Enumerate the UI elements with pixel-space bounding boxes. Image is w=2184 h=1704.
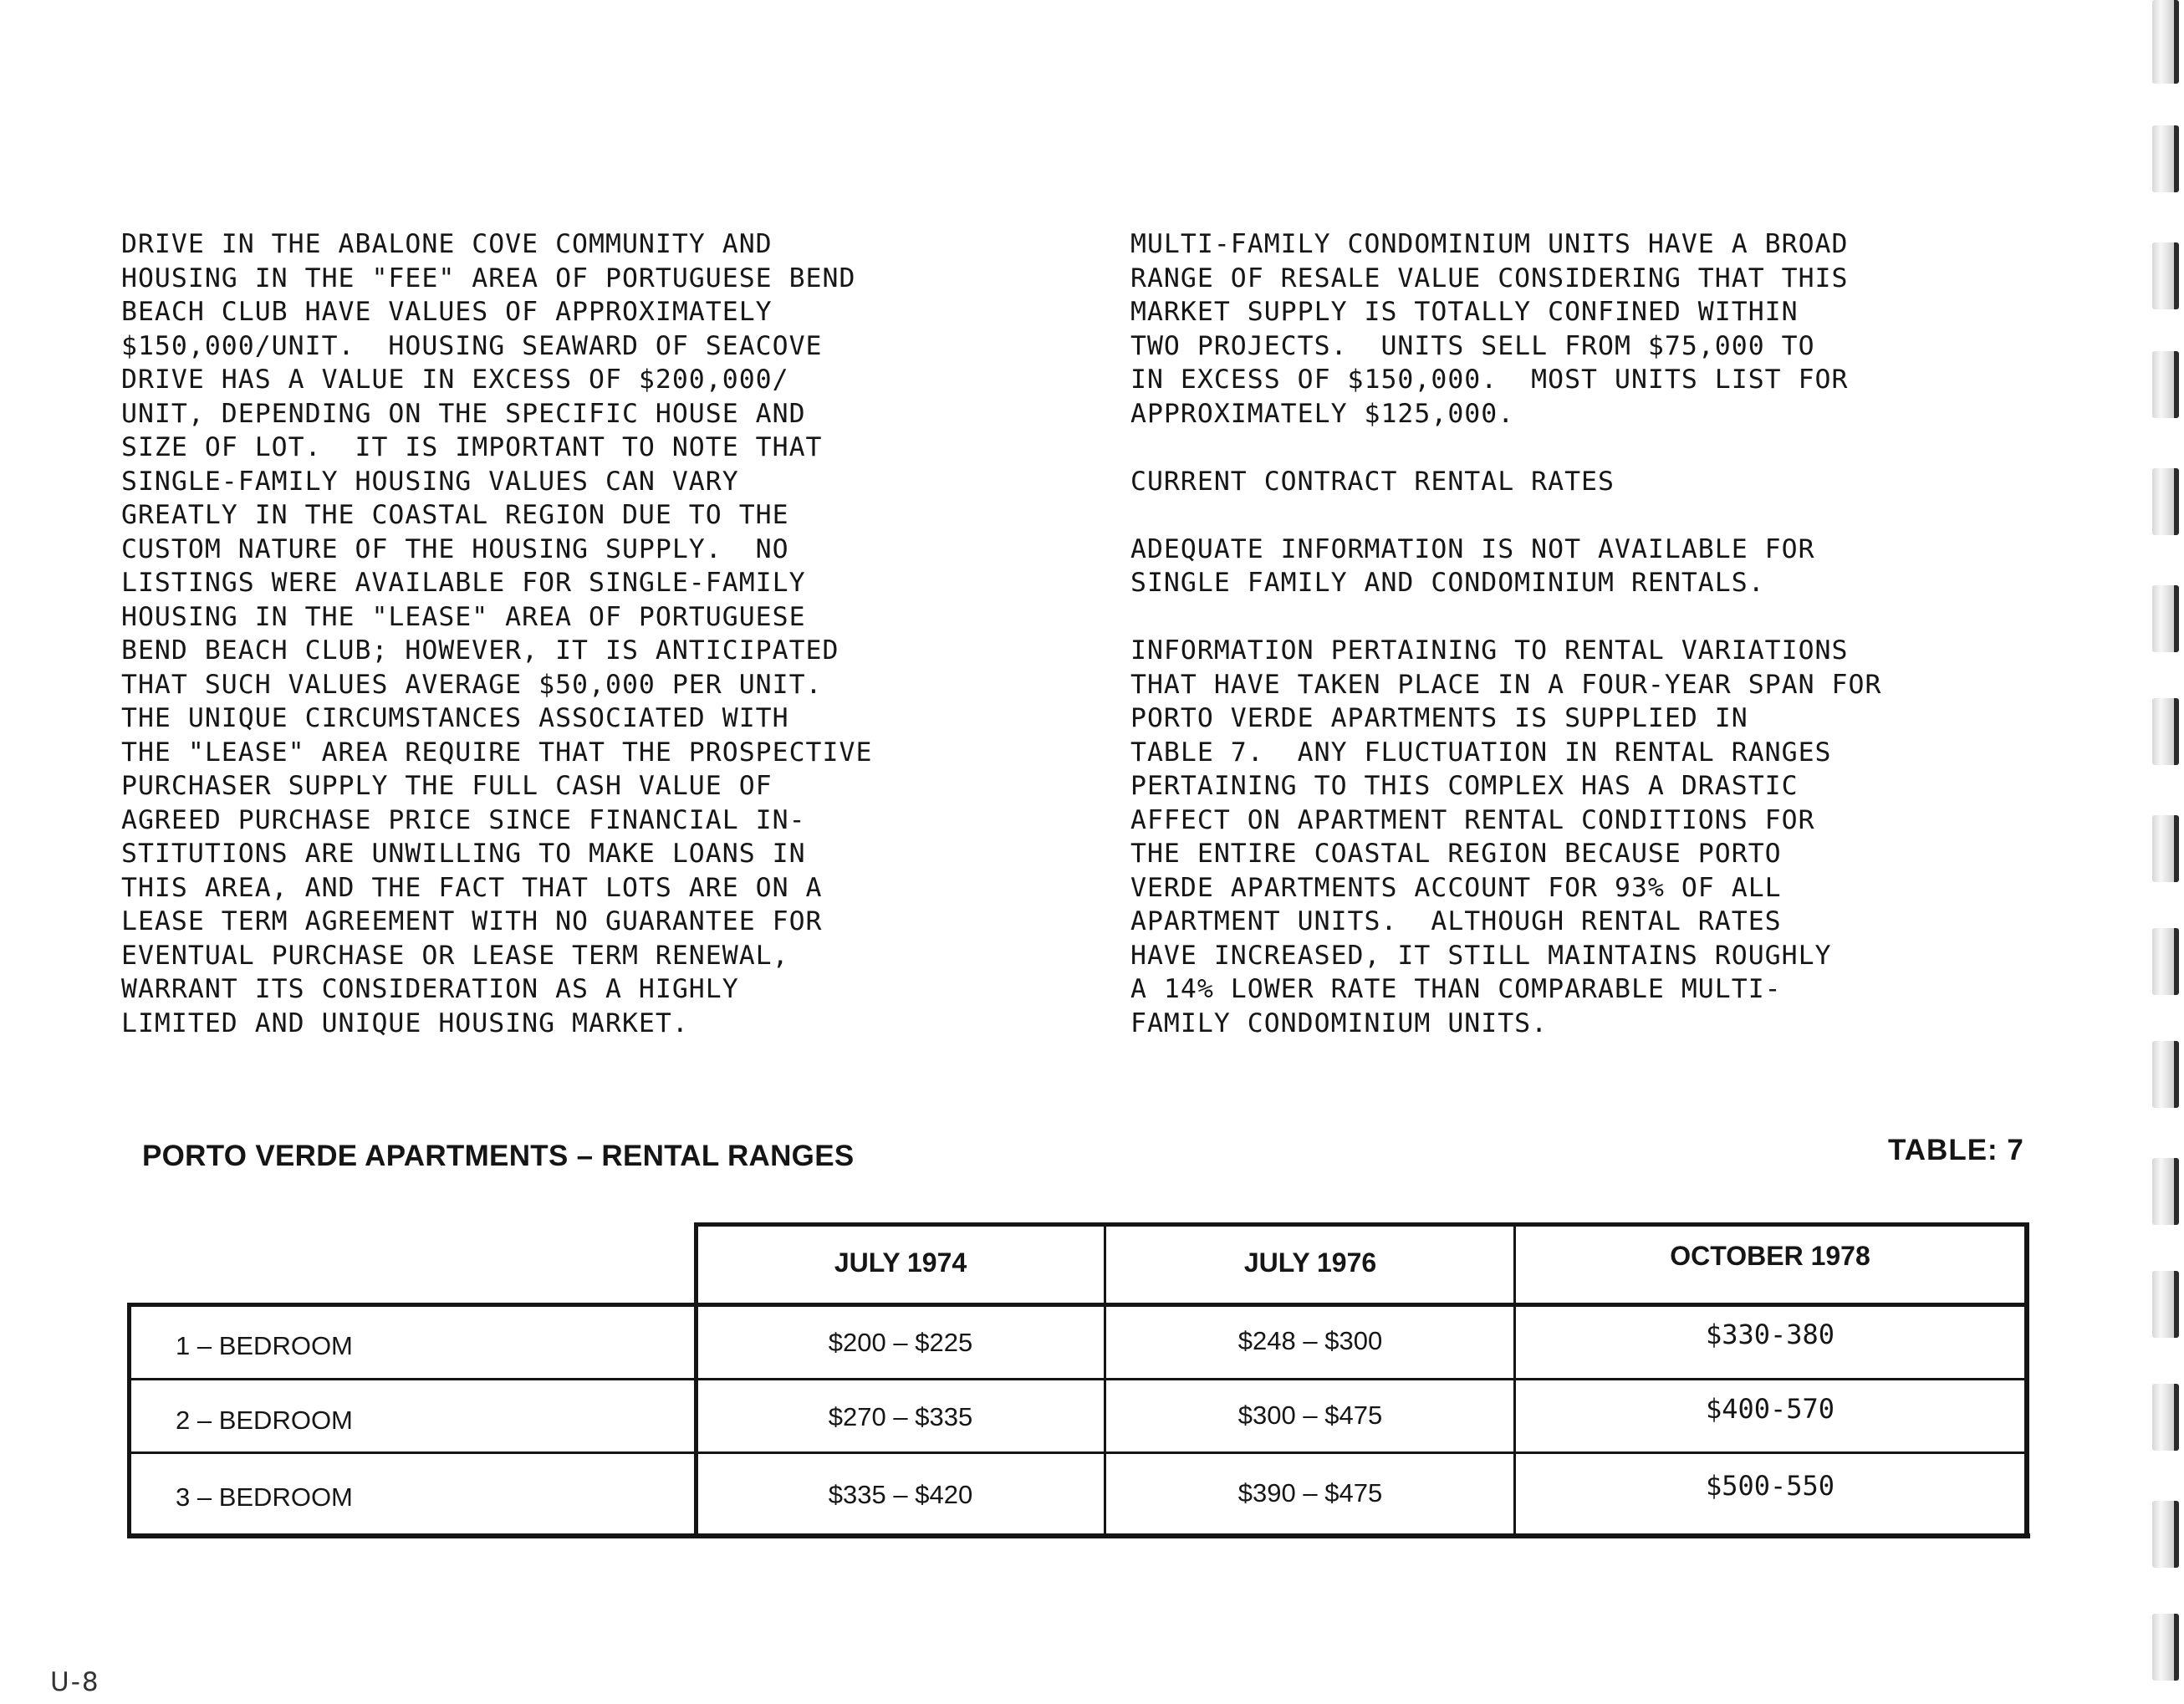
text-line: STITUTIONS ARE UNWILLING TO MAKE LOANS IN <box>121 839 806 869</box>
cell-2br-1974: $270 – $335 <box>828 1402 973 1431</box>
row-label-1-bedroom: 1 – BEDROOM <box>176 1331 353 1360</box>
text-line: HAVE INCREASED, IT STILL MAINTAINS ROUGHLY <box>1130 940 1832 971</box>
text-line: SINGLE-FAMILY HOUSING VALUES CAN VARY <box>121 466 739 497</box>
text-line: THE ENTIRE COASTAL REGION BECAUSE PORTO <box>1130 839 1782 869</box>
text-line: LIMITED AND UNIQUE HOUSING MARKET. <box>121 1008 689 1038</box>
text-line: IN EXCESS OF $150,000. MOST UNITS LIST FOR <box>1130 365 1849 395</box>
binding-ring <box>2152 1384 2179 1451</box>
binding-ring <box>2152 928 2179 995</box>
text-line: PORTO VERDE APARTMENTS IS SUPPLIED IN <box>1130 703 1748 733</box>
text-line: SINGLE FAMILY AND CONDOMINIUM RENTALS. <box>1130 568 1765 598</box>
cell-1br-1976: $248 – $300 <box>1237 1326 1383 1355</box>
table-number: TABLE: 7 <box>1888 1134 2024 1166</box>
text-line: VERDE APARTMENTS ACCOUNT FOR 93% OF ALL <box>1130 872 1782 903</box>
binding-ring <box>2152 1158 2179 1225</box>
text-line: CUSTOM NATURE OF THE HOUSING SUPPLY. NO <box>121 533 789 564</box>
text-line: THE "LEASE" AREA REQUIRE THAT THE PROSPECTIVE <box>121 737 873 768</box>
text-line: AFFECT ON APARTMENT RENTAL CONDITIONS FOR <box>1130 804 1815 835</box>
text-line: LISTINGS WERE AVAILABLE FOR SINGLE-FAMILY <box>121 568 806 598</box>
text-line: BEACH CLUB HAVE VALUES OF APPROXIMATELY <box>121 297 773 327</box>
binding-ring <box>2152 1501 2179 1568</box>
text-line: $150,000/UNIT. HOUSING SEAWARD OF SEACOVE <box>121 330 823 361</box>
text-line: UNIT, DEPENDING ON THE SPECIFIC HOUSE AND <box>121 398 806 429</box>
text-line: DRIVE IN THE ABALONE COVE COMMUNITY AND <box>121 229 773 259</box>
text-line: ADEQUATE INFORMATION IS NOT AVAILABLE FOR <box>1130 533 1815 564</box>
table-row-divider <box>127 1451 2028 1454</box>
section-heading-text: CURRENT CONTRACT RENTAL RATES <box>1130 466 1615 497</box>
binding-ring <box>2152 242 2179 309</box>
header-july-1976: JULY 1976 <box>1243 1247 1377 1278</box>
binding-ring <box>2152 1614 2179 1681</box>
text-line: MARKET SUPPLY IS TOTALLY CONFINED WITHIN <box>1130 297 1799 327</box>
text-line: EVENTUAL PURCHASE OR LEASE TERM RENEWAL, <box>121 940 789 971</box>
row-label-2-bedroom: 2 – BEDROOM <box>176 1406 353 1435</box>
text-line: DRIVE HAS A VALUE IN EXCESS OF $200,000/ <box>121 365 789 395</box>
rental-ranges-table <box>127 1222 2029 1540</box>
text-line: APARTMENT UNITS. ALTHOUGH RENTAL RATES <box>1130 906 1782 936</box>
table-title: PORTO VERDE APARTMENTS – RENTAL RANGES <box>142 1140 855 1172</box>
binding-ring <box>2152 1041 2179 1108</box>
cell-1br-1974: $200 – $225 <box>828 1328 973 1357</box>
table-row-divider <box>127 1378 2028 1380</box>
text-line: APPROXIMATELY $125,000. <box>1130 398 1515 429</box>
text-line: RANGE OF RESALE VALUE CONSIDERING THAT THIS <box>1130 263 1849 293</box>
text-line: A 14% LOWER RATE THAN COMPARABLE MULTI- <box>1130 974 1782 1004</box>
row-label-3-bedroom: 3 – BEDROOM <box>176 1482 353 1512</box>
text-line: INFORMATION PERTAINING TO RENTAL VARIATIONS <box>1130 635 1849 666</box>
text-line: HOUSING IN THE "FEE" AREA OF PORTUGUESE BEND <box>121 263 856 293</box>
table-left-border <box>127 1303 131 1538</box>
table-column-divider <box>1513 1222 1516 1538</box>
binding-ring <box>2152 698 2179 765</box>
text-line: TWO PROJECTS. UNITS SELL FROM $75,000 TO <box>1130 330 1815 361</box>
section-heading <box>1130 465 2084 499</box>
cell-3br-1976: $390 – $475 <box>1237 1478 1383 1508</box>
text-line: TABLE 7. ANY FLUCTUATION IN RENTAL RANGES <box>1130 737 1832 768</box>
cell-1br-1978: $330-380 <box>1705 1319 1835 1350</box>
page-number: U-8 <box>50 1667 100 1697</box>
binding-ring <box>2152 468 2179 535</box>
text-line: FAMILY CONDOMINIUM UNITS. <box>1130 1008 1549 1038</box>
table-right-border <box>2024 1222 2029 1538</box>
condominium-paragraph <box>1130 227 2084 431</box>
text-line: SIZE OF LOT. IT IS IMPORTANT TO NOTE THAT <box>121 432 823 462</box>
text-line: BEND BEACH CLUB; HOWEVER, IT IS ANTICIPATED <box>121 635 839 666</box>
rental-variations-paragraph <box>1130 634 2084 1040</box>
binding-ring <box>2152 351 2179 418</box>
text-line: PURCHASER SUPPLY THE FULL CASH VALUE OF <box>121 771 773 801</box>
right-column-text <box>1130 227 2084 1074</box>
binding-ring <box>2152 125 2179 192</box>
text-line: THAT HAVE TAKEN PLACE IN A FOUR-YEAR SPAN FOR <box>1130 669 1882 700</box>
text-line: LEASE TERM AGREEMENT WITH NO GUARANTEE FOR <box>121 906 823 936</box>
table-header-border <box>127 1303 2028 1307</box>
binding-ring <box>2152 585 2179 652</box>
rental-availability-paragraph <box>1130 533 2084 600</box>
header-october-1978: OCTOBER 1978 <box>1670 1240 1870 1271</box>
left-column-text <box>121 227 1074 1040</box>
cell-2br-1978: $400-570 <box>1705 1393 1835 1425</box>
text-line: GREATLY IN THE COASTAL REGION DUE TO THE <box>121 500 789 530</box>
text-line: AGREED PURCHASE PRICE SINCE FINANCIAL IN- <box>121 804 806 835</box>
table-column-divider <box>1104 1222 1106 1538</box>
text-line: THE UNIQUE CIRCUMSTANCES ASSOCIATED WITH <box>121 703 789 733</box>
text-line: THIS AREA, AND THE FACT THAT LOTS ARE ON A <box>121 872 823 903</box>
table-bottom-border <box>127 1533 2030 1538</box>
text-line: MULTI-FAMILY CONDOMINIUM UNITS HAVE A BROAD <box>1130 229 1849 259</box>
text-line: PERTAINING TO THIS COMPLEX HAS A DRASTIC <box>1130 771 1799 801</box>
binding-ring <box>2152 1271 2179 1338</box>
binding-ring <box>2152 0 2179 84</box>
table-column-divider <box>694 1222 698 1538</box>
binding-ring <box>2152 815 2179 882</box>
table-top-border <box>696 1222 2028 1227</box>
text-line: WARRANT ITS CONSIDERATION AS A HIGHLY <box>121 974 739 1004</box>
cell-3br-1974: $335 – $420 <box>828 1480 973 1509</box>
text-line: HOUSING IN THE "LEASE" AREA OF PORTUGUESE <box>121 601 806 632</box>
header-july-1974: JULY 1974 <box>834 1247 967 1278</box>
text-line: THAT SUCH VALUES AVERAGE $50,000 PER UNIT. <box>121 669 823 700</box>
cell-2br-1976: $300 – $475 <box>1237 1400 1383 1430</box>
cell-3br-1978: $500-550 <box>1705 1470 1835 1502</box>
